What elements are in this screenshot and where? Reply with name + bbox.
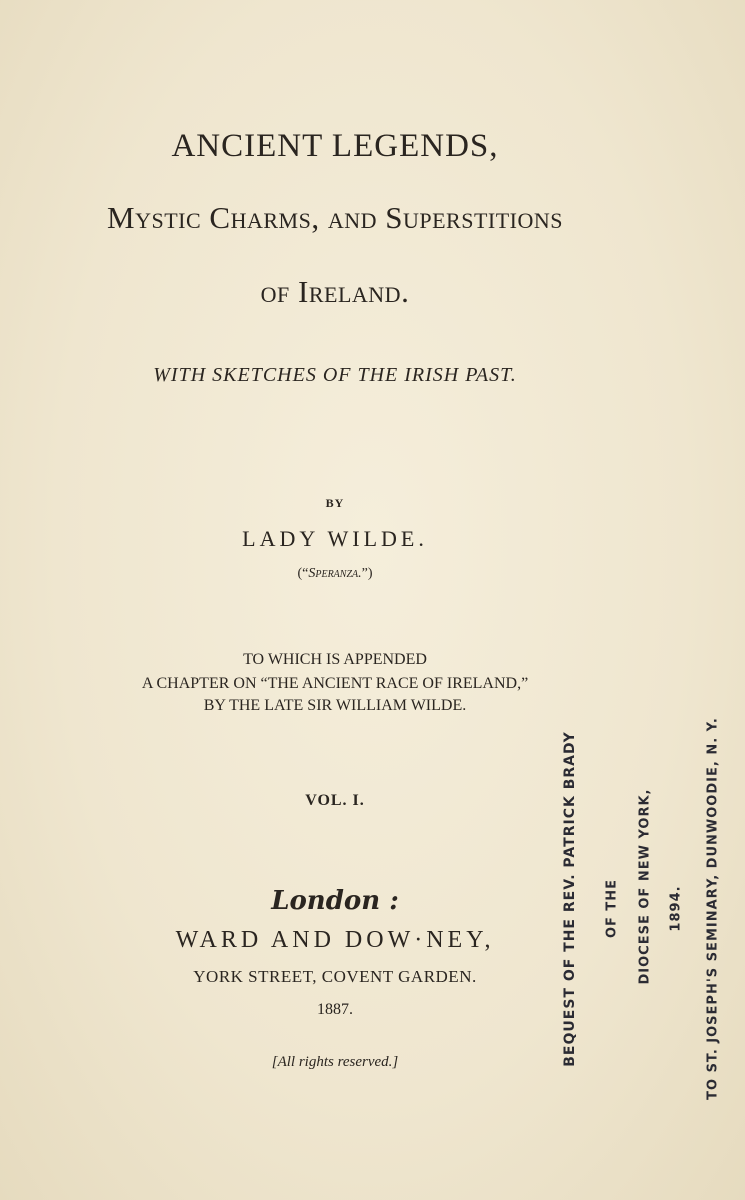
rights-notice: [All rights reserved.] <box>271 1054 399 1070</box>
publication-year: 1887. <box>317 1001 353 1018</box>
pseudonym-open: (“ <box>297 566 309 581</box>
title-line-3: of Ireland. <box>260 274 410 309</box>
subtitle: WITH SKETCHES OF THE IRISH PAST. <box>153 364 517 386</box>
pseudonym <box>0 566 670 582</box>
appendix-line-2: A CHAPTER ON “THE ANCIENT RACE OF IRELAND,” <box>141 675 529 692</box>
appendix-line-3: BY THE LATE SIR WILLIAM WILDE. <box>203 697 467 714</box>
by-label: BY <box>325 496 345 510</box>
stamp-line-5: TO ST. JOSEPH'S SEMINARY, DUNWOODIE, N. Y. <box>705 717 721 1100</box>
pseudonym-name: Speranza. <box>308 566 362 581</box>
stamp-line-4: 1894. <box>668 885 684 932</box>
title-line-1: ANCIENT LEGENDS, <box>171 128 499 164</box>
pseudonym-close: ”) <box>361 566 373 581</box>
stamp-line-3: DIOCESE OF NEW YORK, <box>637 788 653 985</box>
publisher-address: YORK STREET, COVENT GARDEN. <box>193 967 477 986</box>
author-name: LADY WILDE. <box>242 526 428 551</box>
volume-number: VOL. I. <box>305 792 365 809</box>
appendix-line-1: TO WHICH IS APPENDED <box>243 651 427 668</box>
publisher-city: London : <box>271 886 399 916</box>
stamp-line-1: BEQUEST OF THE REV. PATRICK BRADY <box>562 731 578 1067</box>
title-line-2: Mystic Charms, and Superstitions <box>107 200 563 235</box>
stamp-line-2: OF THE <box>604 878 620 939</box>
publisher-name: WARD AND DOW·NEY, <box>175 927 495 953</box>
